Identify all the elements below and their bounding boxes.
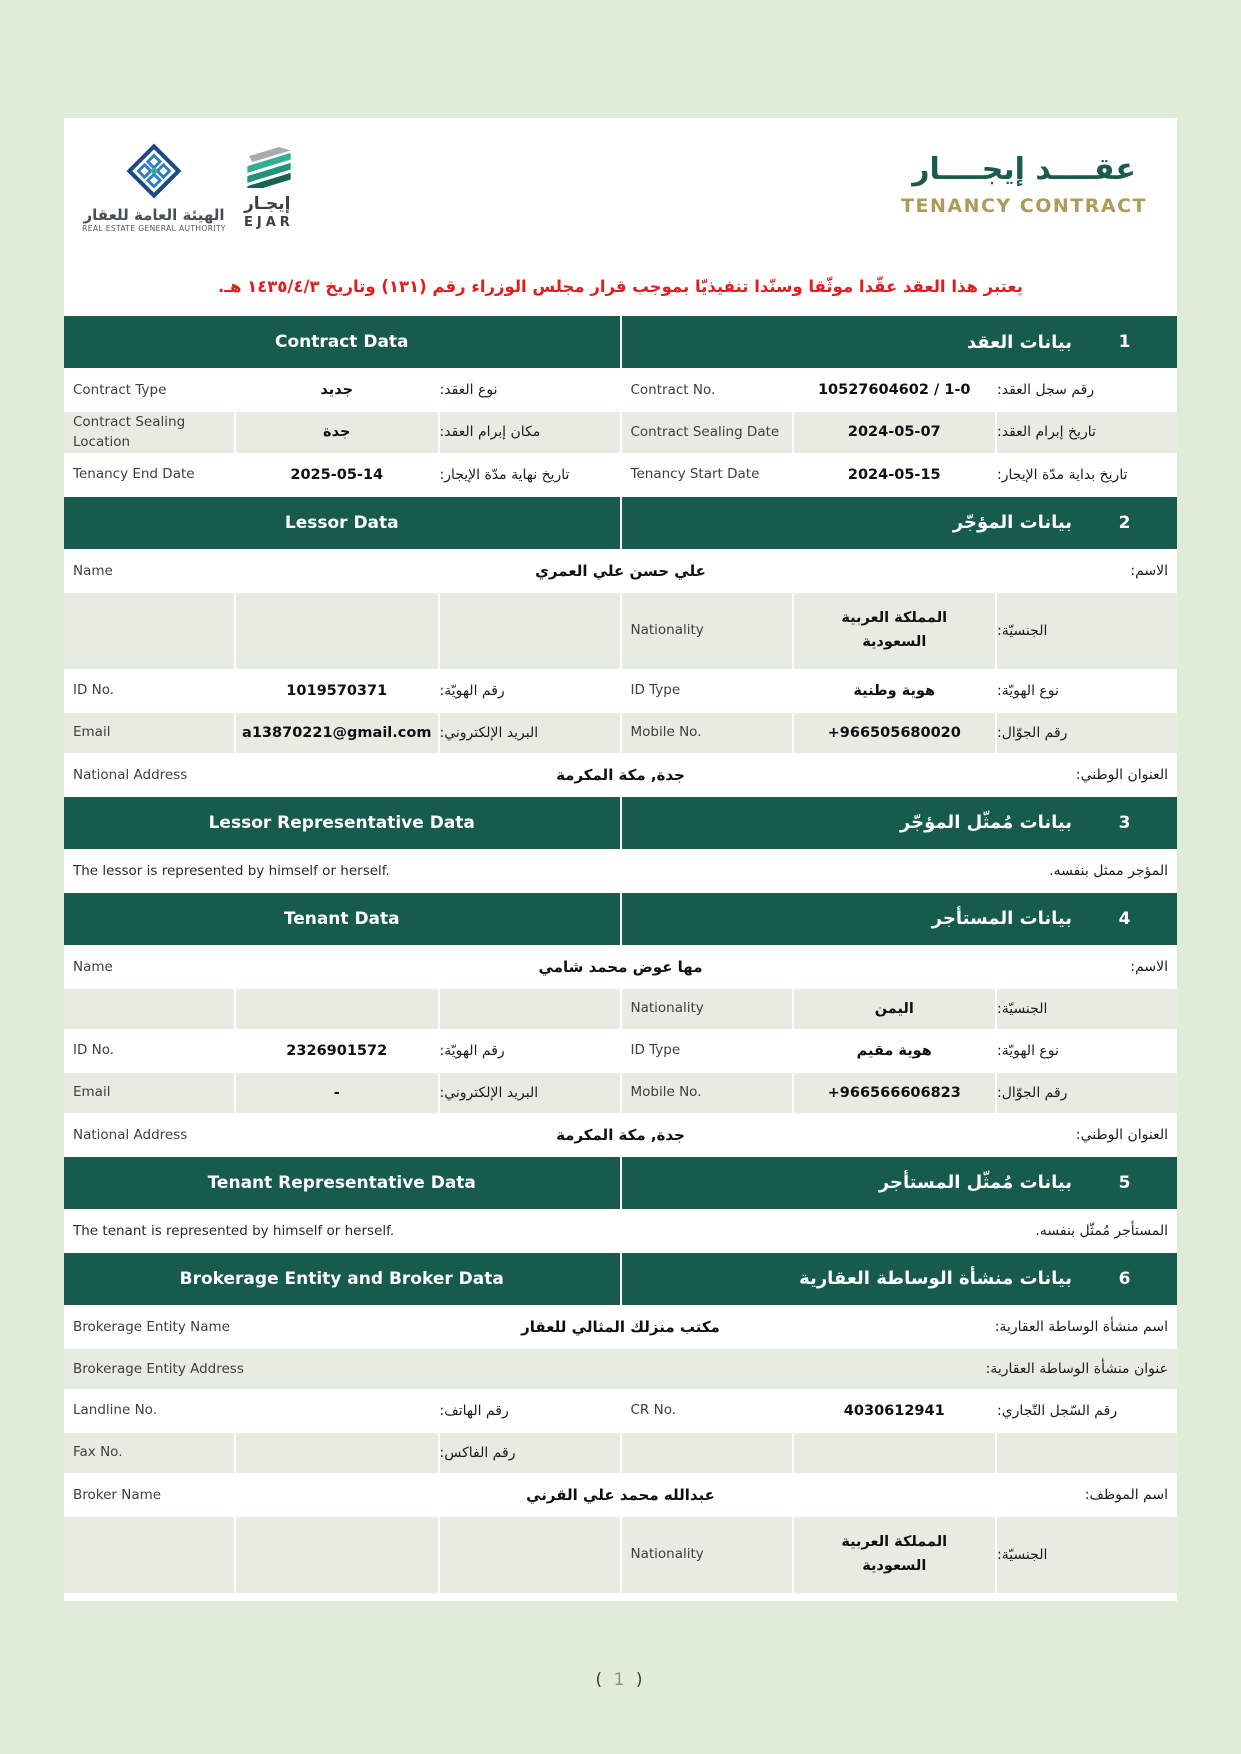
field-label-ar: عنوان منشأة الوساطة العقارية: bbox=[985, 1360, 1168, 1377]
field-label-en: Nationality bbox=[622, 1517, 792, 1593]
field-value bbox=[236, 1433, 438, 1473]
table-row bbox=[64, 713, 1177, 753]
field-label-ar: اسم منشأة الوساطة العقارية: bbox=[994, 1318, 1168, 1335]
logos-block bbox=[84, 142, 294, 233]
field-label-ar: رقم الهويّة: bbox=[440, 671, 620, 711]
field-label-en: Nationality bbox=[622, 593, 792, 669]
field-label-en: National Address bbox=[73, 766, 188, 783]
field-label-en: Contract Sealing Date bbox=[622, 412, 792, 453]
note-en: The lessor is represented by himself or herself. bbox=[73, 862, 390, 879]
representation-note-row bbox=[64, 1211, 1177, 1251]
empty-cell bbox=[440, 593, 620, 669]
field-value: هوية مقيم bbox=[794, 1031, 996, 1071]
empty-cell bbox=[622, 1433, 792, 1473]
ejar-name-english: EJAR bbox=[244, 215, 294, 230]
field-value bbox=[236, 1391, 438, 1431]
field-label-ar: الاسم: bbox=[1130, 958, 1168, 975]
empty-cell bbox=[794, 1433, 996, 1473]
field-value: مها عوض محمد شامي bbox=[538, 957, 703, 976]
section-title-ar: بيانات المؤجّر bbox=[952, 512, 1072, 533]
field-label-en: ID No. bbox=[64, 671, 234, 711]
empty-cell bbox=[440, 1517, 620, 1593]
field-label-en: Mobile No. bbox=[622, 713, 792, 753]
rega-diamond-icon bbox=[125, 142, 183, 204]
legal-notice: يعتبر هذا العقد عقّدا موثّقا وسنّدا تنفيذيّا بموجب قرار مجلس الوزراء رقم (١٣١) وتاريخ ١٤٣٥/٤/٣ هـ. bbox=[218, 277, 1023, 296]
empty-cell bbox=[64, 593, 234, 669]
field-label-ar: رقم الهويّة: bbox=[440, 1031, 620, 1071]
field-value: 10527604602 / 1-0 bbox=[794, 370, 996, 410]
rega-name-arabic: الهيئة العامة للعقار bbox=[83, 206, 225, 224]
field-label-en: ID No. bbox=[64, 1031, 234, 1071]
field-label-ar: مكان إبرام العقد: bbox=[440, 412, 620, 453]
section-header-lessor-representative bbox=[64, 797, 1177, 849]
table-row bbox=[64, 1307, 1177, 1347]
field-value: +966505680020 bbox=[794, 713, 996, 753]
table-row bbox=[64, 1391, 1177, 1431]
field-label-en: ID Type bbox=[622, 671, 792, 711]
document-title-block bbox=[901, 152, 1147, 217]
field-value: جديد bbox=[236, 370, 438, 410]
field-label-ar: تاريخ إبرام العقد: bbox=[997, 412, 1177, 453]
field-label-en: Contract Sealing Location bbox=[64, 412, 234, 453]
ejar-stripes-icon bbox=[244, 146, 294, 192]
field-value: اليمن bbox=[794, 989, 996, 1029]
field-label-ar: رقم الهاتف: bbox=[440, 1391, 620, 1431]
field-label-ar: البريد الإلكتروني: bbox=[440, 1073, 620, 1113]
table-row bbox=[64, 1031, 1177, 1071]
field-label-ar: رقم سجل العقد: bbox=[997, 370, 1177, 410]
section-title-ar: بيانات مُمثّل المستأجر bbox=[878, 1172, 1072, 1193]
field-label-ar: العنوان الوطني: bbox=[1075, 1126, 1168, 1143]
field-value: 1019570371 bbox=[236, 671, 438, 711]
field-label-en: ID Type bbox=[622, 1031, 792, 1071]
field-label-ar: الجنسيّة: bbox=[997, 593, 1177, 669]
field-label-en: Email bbox=[64, 1073, 234, 1113]
field-value: علي حسن علي العمري bbox=[535, 561, 706, 580]
field-label-en: National Address bbox=[73, 1126, 188, 1143]
section-number: 5 bbox=[1118, 1172, 1131, 1193]
table-row bbox=[64, 1433, 1177, 1473]
field-label-en: Tenancy End Date bbox=[64, 455, 234, 495]
field-value: المملكة العربية السعودية bbox=[794, 593, 996, 669]
table-row bbox=[64, 455, 1177, 495]
table-row bbox=[64, 1517, 1177, 1593]
table-row bbox=[64, 755, 1177, 795]
empty-cell bbox=[64, 1517, 234, 1593]
contract-document-card bbox=[64, 118, 1177, 1601]
field-label-en: Name bbox=[73, 958, 113, 975]
section-number: 2 bbox=[1118, 512, 1131, 533]
ejar-name-arabic: إيجـار bbox=[244, 194, 291, 214]
field-label-ar: رقم السّجل التّجاري: bbox=[997, 1391, 1177, 1431]
field-value: المملكة العربية السعودية bbox=[794, 1517, 996, 1593]
document-title-arabic: عقــــد إيجــــار bbox=[912, 152, 1136, 187]
empty-cell bbox=[236, 1517, 438, 1593]
empty-cell bbox=[236, 593, 438, 669]
field-label-en: Brokerage Entity Address bbox=[73, 1360, 244, 1377]
field-label-en: Brokerage Entity Name bbox=[73, 1318, 230, 1335]
field-label-ar: تاريخ نهاية مدّة الإيجار: bbox=[440, 455, 620, 495]
field-label-en: Broker Name bbox=[73, 1486, 162, 1503]
section-title-en: Lessor Representative Data bbox=[208, 812, 475, 833]
field-label-en: Mobile No. bbox=[622, 1073, 792, 1113]
section-title-en: Lessor Data bbox=[284, 512, 399, 533]
table-row bbox=[64, 551, 1177, 591]
rega-name-english: REAL ESTATE GENERAL AUTHORITY bbox=[82, 224, 226, 233]
field-label-ar: البريد الإلكتروني: bbox=[440, 713, 620, 753]
page-number: ( 1 ) bbox=[595, 1670, 646, 1690]
section-title-en: Tenant Representative Data bbox=[207, 1172, 476, 1193]
field-label-ar: رقم الفاكس: bbox=[440, 1433, 620, 1473]
section-header-brokerage bbox=[64, 1253, 1177, 1305]
section-header-lessor-data bbox=[64, 497, 1177, 549]
table-row bbox=[64, 1349, 1177, 1389]
empty-cell bbox=[997, 1433, 1177, 1473]
field-label-ar: رقم الجوّال: bbox=[997, 1073, 1177, 1113]
field-label-ar: نوع العقد: bbox=[440, 370, 620, 410]
section-number: 6 bbox=[1118, 1268, 1131, 1289]
note-en: The tenant is represented by himself or herself. bbox=[73, 1222, 395, 1239]
section-header-contract-data bbox=[64, 316, 1177, 368]
field-label-ar: اسم الموظف: bbox=[1084, 1486, 1168, 1503]
field-value: 2326901572 bbox=[236, 1031, 438, 1071]
field-value: جدة, مكة المكرمة bbox=[556, 765, 685, 784]
section-title-ar: بيانات مُمثّل المؤجّر bbox=[899, 812, 1072, 833]
field-label-en: Contract Type bbox=[64, 370, 234, 410]
section-title-en: Brokerage Entity and Broker Data bbox=[179, 1268, 504, 1289]
table-row bbox=[64, 1073, 1177, 1113]
table-row bbox=[64, 989, 1177, 1029]
brand-header bbox=[64, 118, 1177, 238]
field-value: جدة, مكة المكرمة bbox=[556, 1125, 685, 1144]
field-label-ar: الجنسيّة: bbox=[997, 1517, 1177, 1593]
empty-cell bbox=[64, 989, 234, 1029]
field-label-en: Tenancy Start Date bbox=[622, 455, 792, 495]
table-row bbox=[64, 671, 1177, 711]
note-ar: المؤجر ممثل بنفسه. bbox=[1049, 862, 1168, 879]
empty-cell bbox=[440, 989, 620, 1029]
field-value: هوية وطنية bbox=[794, 671, 996, 711]
rega-logo-block bbox=[84, 142, 224, 233]
field-value: +966566606823 bbox=[794, 1073, 996, 1113]
section-title-en: Tenant Data bbox=[283, 908, 400, 929]
field-label-ar: تاريخ بداية مدّة الإيجار: bbox=[997, 455, 1177, 495]
field-label-ar: الاسم: bbox=[1130, 562, 1168, 579]
field-value: 2024-05-07 bbox=[794, 412, 996, 453]
field-label-en: CR No. bbox=[622, 1391, 792, 1431]
section-title-en: Contract Data bbox=[274, 332, 409, 352]
ejar-logo-block bbox=[244, 146, 294, 230]
field-value: 4030612941 bbox=[794, 1391, 996, 1431]
table-row bbox=[64, 412, 1177, 453]
contract-table bbox=[64, 316, 1177, 1593]
section-number: 1 bbox=[1118, 332, 1131, 352]
field-value: - bbox=[236, 1073, 438, 1113]
field-label-ar: نوع الهويّة: bbox=[997, 671, 1177, 711]
field-value: 2025-05-14 bbox=[236, 455, 438, 495]
section-header-tenant-representative bbox=[64, 1157, 1177, 1209]
section-header-tenant-data bbox=[64, 893, 1177, 945]
field-label-ar: رقم الجوّال: bbox=[997, 713, 1177, 753]
field-label-en: Fax No. bbox=[64, 1433, 234, 1473]
section-number: 3 bbox=[1118, 812, 1131, 833]
field-label-en: Contract No. bbox=[622, 370, 792, 410]
field-value: مكتب منزلك المثالي للعقار bbox=[521, 1317, 720, 1336]
table-row bbox=[64, 1115, 1177, 1155]
field-label-en: Nationality bbox=[622, 989, 792, 1029]
field-value: 2024-05-15 bbox=[794, 455, 996, 495]
field-label-en: Name bbox=[73, 562, 113, 579]
table-row bbox=[64, 1475, 1177, 1515]
table-row bbox=[64, 593, 1177, 669]
document-title-english: TENANCY CONTRACT bbox=[901, 195, 1147, 217]
field-label-ar: العنوان الوطني: bbox=[1075, 766, 1168, 783]
representation-note-row bbox=[64, 851, 1177, 891]
note-ar: المستأجر مُمثّل بنفسه. bbox=[1035, 1222, 1168, 1239]
section-title-ar: بيانات منشأة الوساطة العقارية bbox=[799, 1268, 1072, 1289]
section-title-ar: بيانات العقد bbox=[966, 331, 1072, 353]
table-row bbox=[64, 947, 1177, 987]
section-title-ar: بيانات المستأجر bbox=[931, 908, 1072, 929]
table-row bbox=[64, 370, 1177, 410]
field-label-ar: الجنسيّة: bbox=[997, 989, 1177, 1029]
field-label-en: Landline No. bbox=[64, 1391, 234, 1431]
field-label-ar: نوع الهويّة: bbox=[997, 1031, 1177, 1071]
field-value: a13870221@gmail.com bbox=[236, 713, 438, 753]
empty-cell bbox=[236, 989, 438, 1029]
section-number: 4 bbox=[1118, 908, 1131, 929]
field-value: جدة bbox=[236, 412, 438, 453]
field-value: عبدالله محمد علي القرني bbox=[526, 1485, 715, 1504]
field-label-en: Email bbox=[64, 713, 234, 753]
